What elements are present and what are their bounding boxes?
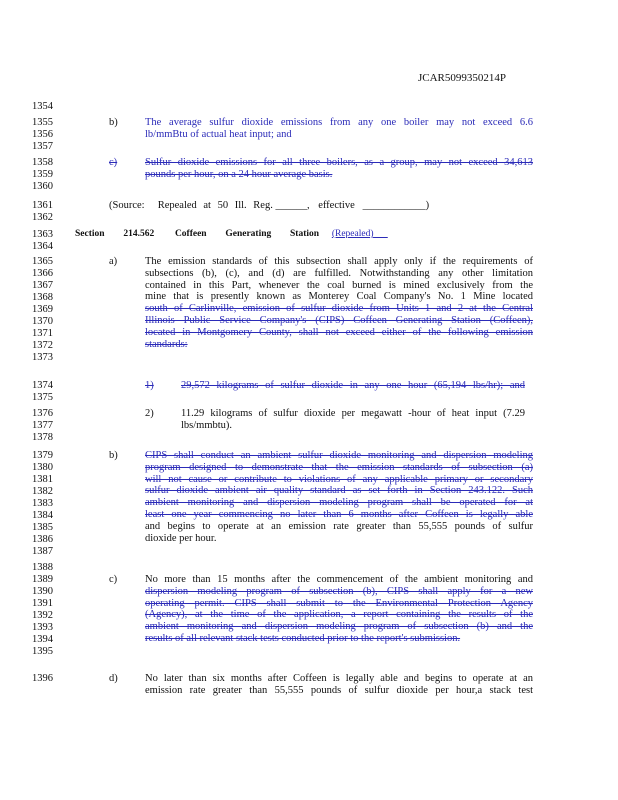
line-number: 1391 <box>32 598 53 609</box>
subitem-2-text <box>181 408 525 432</box>
text-line: lb/mmBtu of actual heat input; and <box>145 128 292 140</box>
item-label-d: d) <box>109 673 118 684</box>
line-number: 1381 <box>32 474 53 485</box>
line-number: 1382 <box>32 486 53 497</box>
line-number: 1372 <box>32 340 53 351</box>
struck-line: ambient monitoring and dispersion modeling program of subsection (b) and the <box>145 621 533 633</box>
line-number: 1366 <box>32 268 53 279</box>
line-number: 1393 <box>32 622 53 633</box>
text-line: lbs/mmbtu). <box>181 419 233 431</box>
line-number: 1364 <box>32 241 53 252</box>
struck-line: program designed to demonstrate that the emission standards of subsection (a) <box>145 461 533 473</box>
line-number: 1371 <box>32 328 53 339</box>
item-b-first-text <box>145 117 533 141</box>
line-number: 1380 <box>32 462 53 473</box>
struck-line: results of all relevant stack tests conducted prior to the report's submission. <box>145 632 461 644</box>
item-c-text <box>145 574 533 645</box>
line-number: 1360 <box>32 181 53 192</box>
line-number: 1361 <box>32 200 53 211</box>
line-number: 1387 <box>32 546 53 557</box>
struck-line: standards: <box>145 338 188 350</box>
line-number: 1365 <box>32 256 53 267</box>
line-number: 1392 <box>32 610 53 621</box>
subitem-label-1: 1) <box>145 380 154 391</box>
line-number: 1374 <box>32 380 53 391</box>
line-number: 1396 <box>32 673 53 684</box>
text-line: No later than six months after Coffeen is legally able and begins to operate at an <box>145 673 533 684</box>
section-number: 214.562 <box>123 229 155 239</box>
line-number: 1363 <box>32 229 53 240</box>
item-label-c-first: c) <box>109 157 118 168</box>
struck-line: will not cause or contribute to violations of any applicable primary or secondary <box>145 473 533 485</box>
text-line: contained in this Part, whenever the coal burned is mined exclusively from the <box>145 279 533 291</box>
line-number: 1395 <box>32 646 53 657</box>
line-number: 1384 <box>32 510 53 521</box>
line-number: 1369 <box>32 304 53 315</box>
item-d-text <box>145 673 533 697</box>
line-number: 1386 <box>32 534 53 545</box>
source-prefix: (Source: <box>109 200 145 211</box>
struck-line: pounds per hour, on a 24 hour average basis. <box>145 168 333 180</box>
source-blank-2: ____________ <box>362 200 426 211</box>
struck-line: dispersion modeling program of subsection (b), CIPS shall apply for a new <box>145 585 533 597</box>
text-line: emission rate greater than 55,555 pounds of sulfur dioxide per hour,a stack test <box>145 684 533 696</box>
source-suffix: ) <box>425 200 430 211</box>
document-code: JCAR5099350214P <box>418 72 507 84</box>
line-number: 1390 <box>32 586 53 597</box>
line-number: 1379 <box>32 450 53 461</box>
line-number: 1367 <box>32 280 53 291</box>
line-number: 1368 <box>32 292 53 303</box>
struck-line: Sulfur dioxide emissions for all three boilers, as a group, may not exceed 34,613 <box>145 157 533 168</box>
line-number: 1356 <box>32 129 53 140</box>
text-line: The average sulfur dioxide emissions from any one boiler may not exceed 6.6 <box>145 117 533 128</box>
line-number: 1355 <box>32 117 53 128</box>
text-line: subsections (b), (c), and (d) are fulfilled. Notwithstanding any other limitation <box>145 267 533 279</box>
line-number: 1357 <box>32 141 53 152</box>
section-name-2: Generating <box>225 229 272 239</box>
line-number: 1375 <box>32 392 53 403</box>
section-name-3: Station <box>290 229 320 239</box>
struck-line: CIPS shall conduct an ambient sulfur dioxide monitoring and dispersion modeling <box>145 450 533 461</box>
line-number: 1354 <box>32 101 53 112</box>
line-number: 1388 <box>32 562 53 573</box>
struck-line: sulfur dioxide ambient air quality standard as set forth in Section 243.122. Such <box>145 485 533 497</box>
line-number: 1394 <box>32 634 53 645</box>
subitem-1-text <box>181 380 525 392</box>
text-line: 11.29 kilograms of sulfur dioxide per megawatt -hour of heat input (7.29 <box>181 408 525 419</box>
section-name-1: Coffeen <box>174 229 207 239</box>
line-number: 1389 <box>32 574 53 585</box>
line-number: 1383 <box>32 498 53 509</box>
line-number: 1373 <box>32 352 53 363</box>
item-c-first-text <box>145 157 533 181</box>
source-blank-1: ______ <box>275 200 307 211</box>
struck-line: Illinois Public Service Company's (CIPS) Coffeen Generating Station (Coffeen), <box>145 314 533 326</box>
item-label-c: c) <box>109 574 118 585</box>
item-a-text <box>145 256 533 350</box>
line-number: 1358 <box>32 157 53 168</box>
source-note <box>109 200 429 212</box>
section-status: (Repealed) <box>331 229 374 239</box>
struck-line: located in Montgomery County, shall not exceed either of the following emission <box>145 326 533 338</box>
text-line: The emission standards of this subsection shall apply only if the requirements of <box>145 256 533 267</box>
line-number: 1385 <box>32 522 53 533</box>
text-line: No more than 15 months after the commencement of the ambient monitoring and <box>145 574 533 585</box>
line-number: 1359 <box>32 169 53 180</box>
line-number: 1377 <box>32 420 53 431</box>
item-b-text <box>145 450 533 544</box>
struck-line: least one year commencing no later than 6 months after Coffeen is legally able <box>145 508 533 520</box>
subitem-label-2: 2) <box>145 408 154 419</box>
struck-line: 29,572 kilograms of sulfur dioxide in any one hour (65,194 lbs/hr); and <box>181 380 525 391</box>
section-heading <box>75 229 388 241</box>
source-mid: , effective <box>306 200 355 211</box>
item-label-b: b) <box>109 450 118 461</box>
text-line: mine that is presently known as Monterey Coal Company's No. 1 Mine located <box>145 291 533 303</box>
line-number: 1370 <box>32 316 53 327</box>
text-line: dioxide per hour. <box>145 532 217 544</box>
struck-line: south of Carlinville, emission of sulfur dioxide from Units 1 and 2 at the Central <box>145 303 533 315</box>
line-number: 1378 <box>32 432 53 443</box>
line-number: 1376 <box>32 408 53 419</box>
item-label-a: a) <box>109 256 118 267</box>
text-line: and begins to operate at an emission rate greater than 55,555 pounds of sulfur <box>145 520 533 532</box>
source-text: Repealed at 50 Ill. Reg. <box>157 200 273 211</box>
line-number: 1362 <box>32 212 53 223</box>
struck-line: (Agency), at the time of the application, a report containing the results of the <box>145 609 533 621</box>
struck-line: operating permit. CIPS shall submit to the Environmental Protection Agency <box>145 597 533 609</box>
struck-line: ambient monitoring and dispersion modeling program shall be operated for at <box>145 497 533 509</box>
item-label-b-first: b) <box>109 117 118 128</box>
section-label: Section <box>75 229 105 239</box>
